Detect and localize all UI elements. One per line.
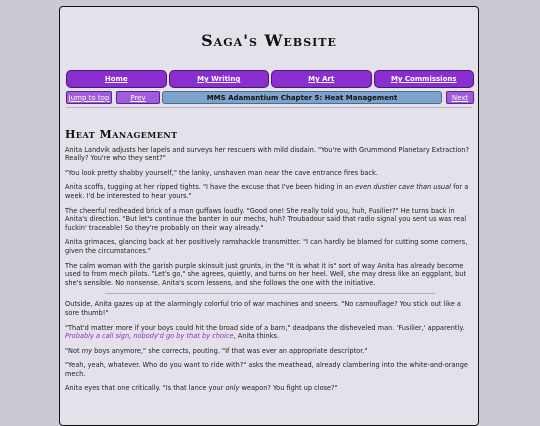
- divider: [66, 107, 472, 108]
- paragraph: [65, 183, 475, 200]
- paragraph-text: Anita scoffs, tugging at her ripped tights. "I have the excuse that I've been hiding in an: [65, 183, 356, 192]
- paragraph: Outside, Anita gazes up at the alarmingly colorful trio of war machines and sneers. "No camouflage? You stick out like a sore thumb!": [65, 300, 461, 317]
- emphasis-text: only: [225, 384, 240, 393]
- paragraph-text: "That'd matter more if your boys could hit the broad side of a barn," deadpans the disheveled man. 'Fusilier,' apparently.: [65, 323, 465, 332]
- chapter-heading: Heat Management: [65, 128, 178, 141]
- nav-commissions-button[interactable]: My Commissions: [374, 70, 475, 88]
- scene-break: [105, 293, 435, 294]
- emphasis-text: my: [81, 346, 93, 355]
- emphasis-text: even dustier cave than usual: [355, 183, 451, 192]
- nav-home-button[interactable]: Home: [66, 70, 167, 88]
- paragraph: "You look pretty shabby yourself," the lanky, unshaven man near the cave entrance fires back.: [65, 168, 378, 177]
- jump-to-top-button[interactable]: Jump to top: [66, 91, 112, 104]
- paragraph: [65, 347, 475, 356]
- paragraph: The calm woman with the garish purple skinsuit just grunts, in the "It is what it is" sort of way Anita has already become used to from mech pilots. "Let's go," she agrees, quietly, and turns on her heel. Well, she may dress like an eggplant, but she's sensible. No nonsense. Anita's scorn lessens, and she follows the one with the initiative.: [65, 261, 467, 287]
- main-nav: [66, 70, 474, 88]
- paragraph: Anita Landvik adjusts her lapels and surveys her rescuers with mild disdain. "You're with Grummond Planetary Extraction? Really? You're who they sent?": [65, 145, 469, 163]
- site-frame: [59, 6, 479, 426]
- site-title: Saga's Website: [201, 31, 337, 50]
- chapter-nav: [66, 91, 474, 104]
- paragraph-text: boys anymore," she corrects, pouting. "If that was ever an appropriate descriptor.": [92, 346, 368, 355]
- prev-button[interactable]: Prev: [116, 91, 160, 104]
- paragraph: "Yeah, yeah, whatever. Who do you want to ride with?" asks the meathead, already clambering into the white-and-orange mech.: [65, 361, 468, 378]
- next-button[interactable]: Next: [446, 91, 474, 104]
- paragraph-text: Anita eyes that one critically. "Is that lance your: [65, 384, 226, 393]
- paragraph-text: weapon? You fight up close?": [239, 384, 338, 393]
- chapter-title: MMS Adamantium Chapter 5: Heat Management: [162, 91, 442, 104]
- thought-text: Probably a call sign, nobody'd go by that by choice: [65, 332, 234, 341]
- paragraph-text: "Not: [65, 346, 82, 355]
- paragraph: The cheerful redheaded brick of a man guffaws loudly. "Good one! She really told you, huh, Fusilier?" He turns back in Anita's direction. "But let's continue the banter in our mechs, huh? Troubadour said that radio signal you sent us was real fuckin' traceable! So they're probably on their way already.": [65, 206, 467, 232]
- paragraph-text: for a week. I'd be interested to hear yours.": [65, 183, 469, 200]
- story-content: [65, 111, 475, 399]
- nav-art-button[interactable]: My Art: [271, 70, 372, 88]
- paragraph: [65, 384, 475, 393]
- paragraph-text: , Anita thinks.: [233, 332, 280, 341]
- paragraph: Anita grimaces, glancing back at her positively ramshackle transmitter. "I can hardly be blamed for cutting some corners, given the circumstances.": [65, 238, 468, 255]
- nav-writing-button[interactable]: My Writing: [169, 70, 270, 88]
- paragraph: [65, 324, 475, 341]
